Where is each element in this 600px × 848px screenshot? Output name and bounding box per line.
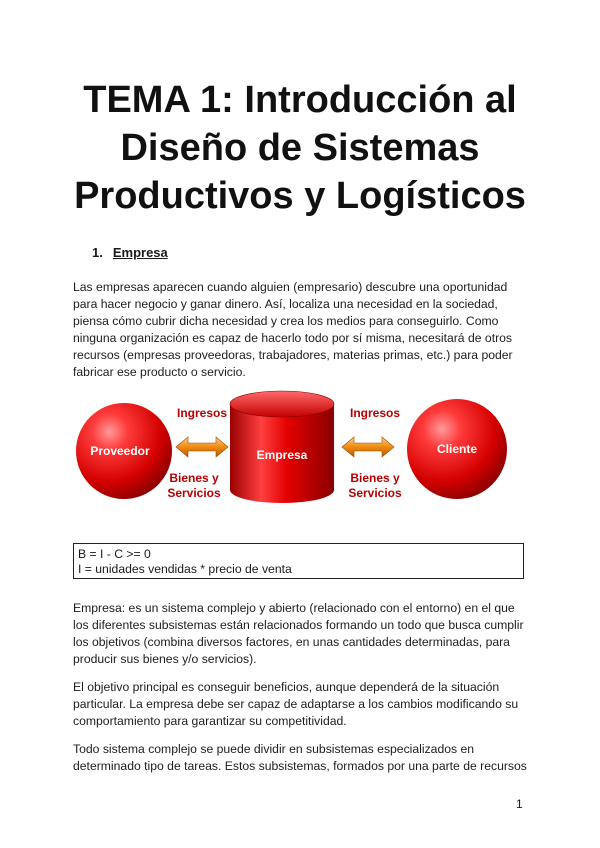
paragraph-empresa-definition xyxy=(73,600,533,668)
page-number: 1 xyxy=(516,797,523,811)
section-title: Empresa xyxy=(112,245,168,260)
title-line-3: Productivos y Logísticos xyxy=(74,175,526,217)
left-bienes-label: Bienes y xyxy=(169,471,219,485)
text-line: Empresa: es un sistema complejo y abierto (relacionado con el entorno) en el que xyxy=(73,601,515,615)
text-line: los objetivos (combina diversos factores, en unas cantidades determinadas, para xyxy=(73,635,510,649)
formula-line: I = unidades vendidas * precio de venta xyxy=(78,562,292,576)
right-exchange-arrow xyxy=(342,437,394,457)
text-line: piensa cómo cubrir dicha necesidad y crea los medios para conseguirlo. Como xyxy=(73,314,499,328)
text-line: Todo sistema complejo se puede dividir en subsistemas especializados en xyxy=(73,742,475,756)
text-line: particular. La empresa debe ser capaz de adaptarse a los cambios modificando su xyxy=(73,697,519,711)
text-line: fabricar ese producto o servicio. xyxy=(73,365,246,379)
proveedor-sphere xyxy=(76,403,172,499)
text-line: los diferentes subsistemas están relacionados formando un todo que busca cumplir xyxy=(73,618,524,632)
section-heading xyxy=(92,245,168,260)
right-bienes-label: Bienes y xyxy=(350,471,400,485)
left-ingresos-label: Ingresos xyxy=(176,406,228,420)
sphere-label-proveedor: Proveedor xyxy=(90,444,150,458)
text-line: Las empresas aparecen cuando alguien (empresario) descubre una oportunidad xyxy=(73,280,508,294)
section-number: 1. xyxy=(92,245,103,260)
paragraph-objetivo xyxy=(73,679,533,730)
paragraph-subsistemas xyxy=(73,741,533,775)
text-line: producir sus bienes y/o servicios). xyxy=(73,652,257,666)
text-line: ninguna organización es capaz de hacerlo todo por sí misma, necesitará de otros xyxy=(73,331,513,345)
text-line: determinado tipo de tareas. Estos subsistemas, formados por una parte de recursos xyxy=(73,759,527,773)
text-line: recursos (empresas proveedoras, trabajadores, materias primas, etc.) para poder xyxy=(73,348,513,362)
formula-line: B = I - C >= 0 xyxy=(78,547,151,561)
business-flow-diagram xyxy=(74,382,524,512)
sphere-label-cliente: Cliente xyxy=(436,442,478,456)
cliente-sphere xyxy=(407,399,507,499)
right-servicios-label: Servicios xyxy=(348,486,402,500)
page-title xyxy=(0,76,600,220)
title-line-2: Diseño de Sistemas xyxy=(120,127,480,169)
empresa-cylinder xyxy=(230,391,334,503)
text-line: El objetivo principal es conseguir beneficios, aunque dependerá de la situación xyxy=(73,680,500,694)
left-exchange-arrow xyxy=(176,437,228,457)
paragraph-intro xyxy=(73,279,533,381)
formula-box xyxy=(73,543,524,579)
right-ingresos-label: Ingresos xyxy=(349,406,401,420)
text-line: para hacer negocio y ganar dinero. Así, localiza una necesidad en la sociedad, xyxy=(73,297,498,311)
left-servicios-label: Servicios xyxy=(167,486,221,500)
cylinder-label-empresa: Empresa xyxy=(256,448,308,462)
text-line: comportamiento para garantizar su competitividad. xyxy=(73,714,347,728)
title-line-1: TEMA 1: Introducción al xyxy=(83,79,517,121)
